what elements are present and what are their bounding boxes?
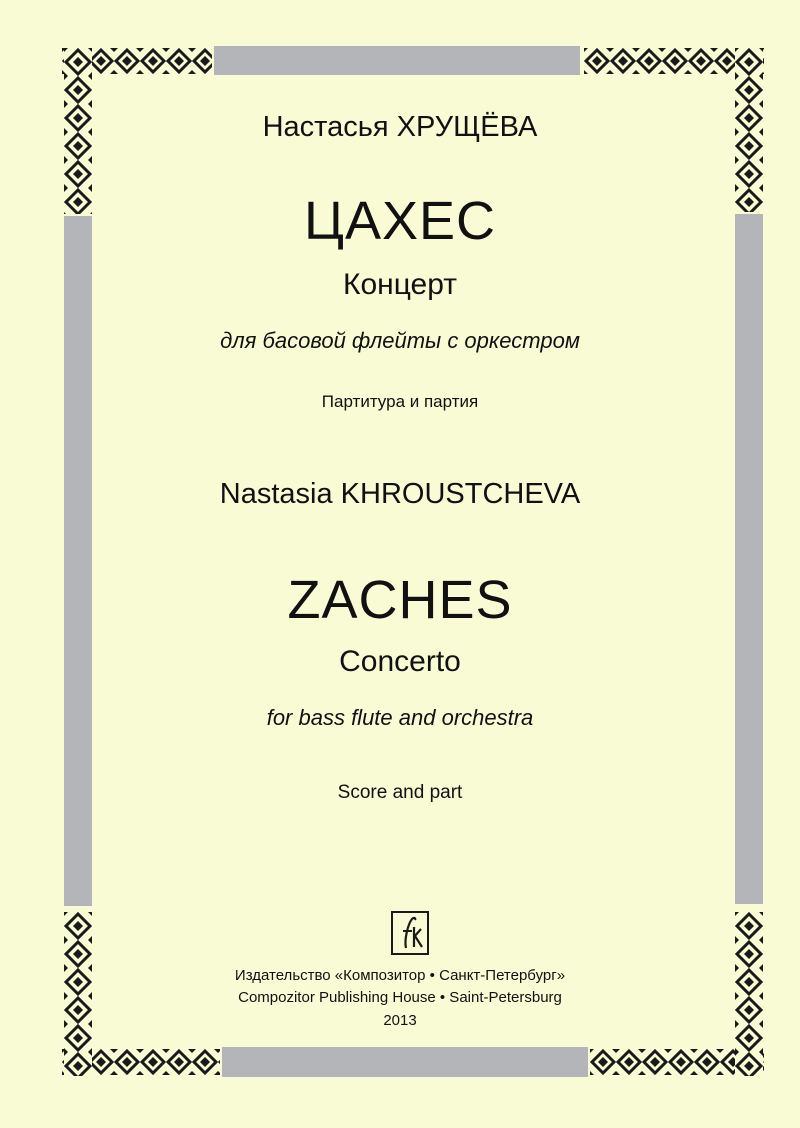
publication-year: 2013: [383, 1012, 417, 1029]
frame-bar-top: [214, 46, 580, 75]
edition-ru: Партитура и партия: [321, 392, 479, 411]
edition-en: Score and part: [337, 782, 463, 803]
genre-ru: Концерт: [342, 268, 458, 301]
genre-en: Concerto: [339, 645, 461, 678]
instrumentation-ru: для басовой флейты с оркестром: [220, 328, 580, 353]
work-title-en: ZACHES: [287, 570, 513, 630]
author-name-en: Nastasia KHROUSTCHEVA: [219, 478, 581, 510]
publisher-ru: Издательство «Композитор • Санкт-Петербург»: [234, 967, 566, 984]
work-title-ru: ЦАХЕС: [304, 191, 496, 251]
frame-bar-bottom: [222, 1047, 588, 1077]
publisher-logo-icon: [390, 910, 430, 956]
publisher-en: Compozitor Publishing House • Saint-Petersburg: [238, 989, 562, 1006]
instrumentation-en: for bass flute and orchestra: [266, 705, 534, 730]
author-name-ru: Настасья ХРУЩЁВА: [262, 111, 538, 143]
